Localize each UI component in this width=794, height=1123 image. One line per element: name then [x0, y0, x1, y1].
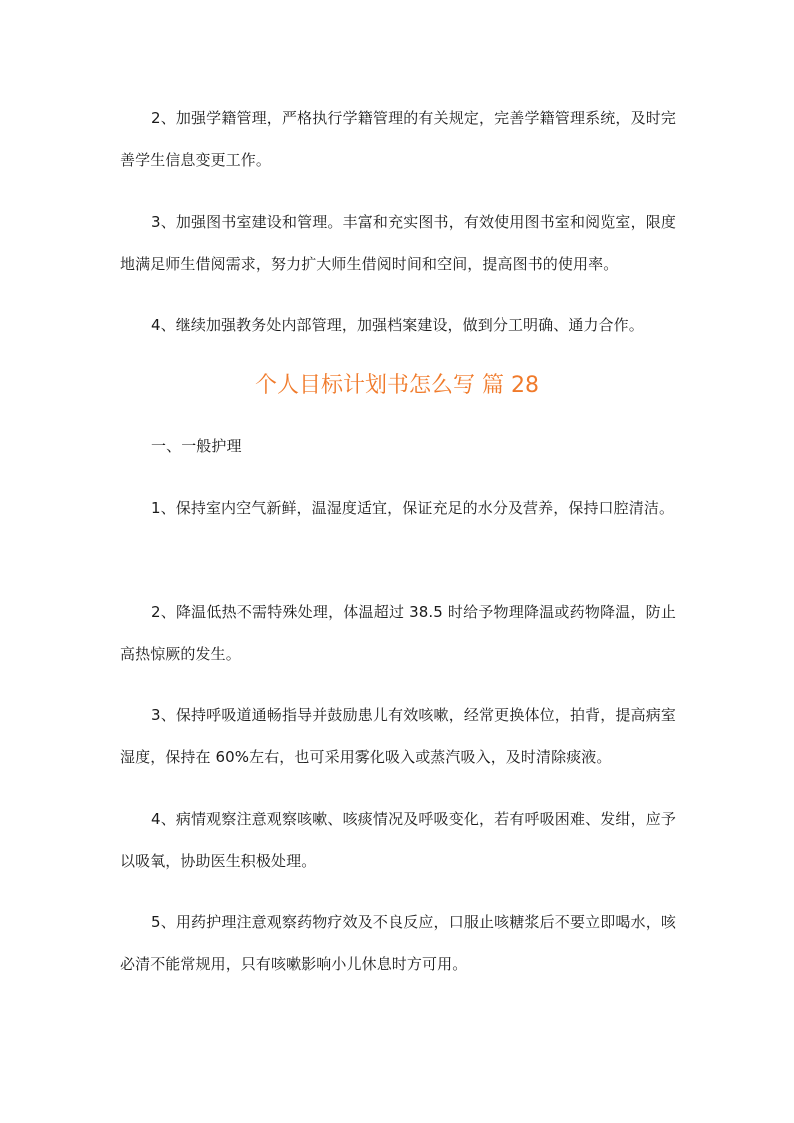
paragraph-room-air: 1、保持室内空气新鲜，温湿度适宜，保证充足的水分及营养，保持口腔清洁。 [151, 499, 675, 517]
paragraph-internal-management: 4、继续加强教务处内部管理，加强档案建设，做到分工明确、通力合作。 [151, 316, 644, 334]
paragraph-general-care: 一、一般护理 [151, 437, 242, 455]
paragraph-fever-cooling: 2、降温低热不需特殊处理，体温超过 38.5 时给予物理降温或药物降温，防止高热惊厥的发生。 [120, 603, 676, 663]
paragraph-library-management: 3、加强图书室建设和管理。丰富和充实图书，有效使用图书室和阅览室，限度地满足师生借阅需求，努力扩大师生借阅时间和空间，提高图书的使用率。 [120, 213, 676, 273]
paragraph-observation: 4、病情观察注意观察咳嗽、咳痰情况及呼吸变化，若有呼吸困难、发绀，应予以吸氧，协助医生积极处理。 [120, 810, 676, 870]
paragraph-medication: 5、用药护理注意观察药物疗效及不良反应，口服止咳糖浆后不要立即喝水，咳必清不能常规用，只有咳嗽影响小儿休息时方可用。 [120, 913, 676, 973]
paragraph-student-records: 2、加强学籍管理，严格执行学籍管理的有关规定，完善学籍管理系统，及时完善学生信息变更工作。 [120, 109, 676, 169]
paragraph-airway: 3、保持呼吸道通畅指导并鼓励患儿有效咳嗽，经常更换体位，拍背，提高病室湿度，保持在 60%左右，也可采用雾化吸入或蒸汽吸入，及时清除痰液。 [120, 706, 676, 766]
section-heading: 个人目标计划书怎么写 篇 28 [255, 373, 539, 398]
